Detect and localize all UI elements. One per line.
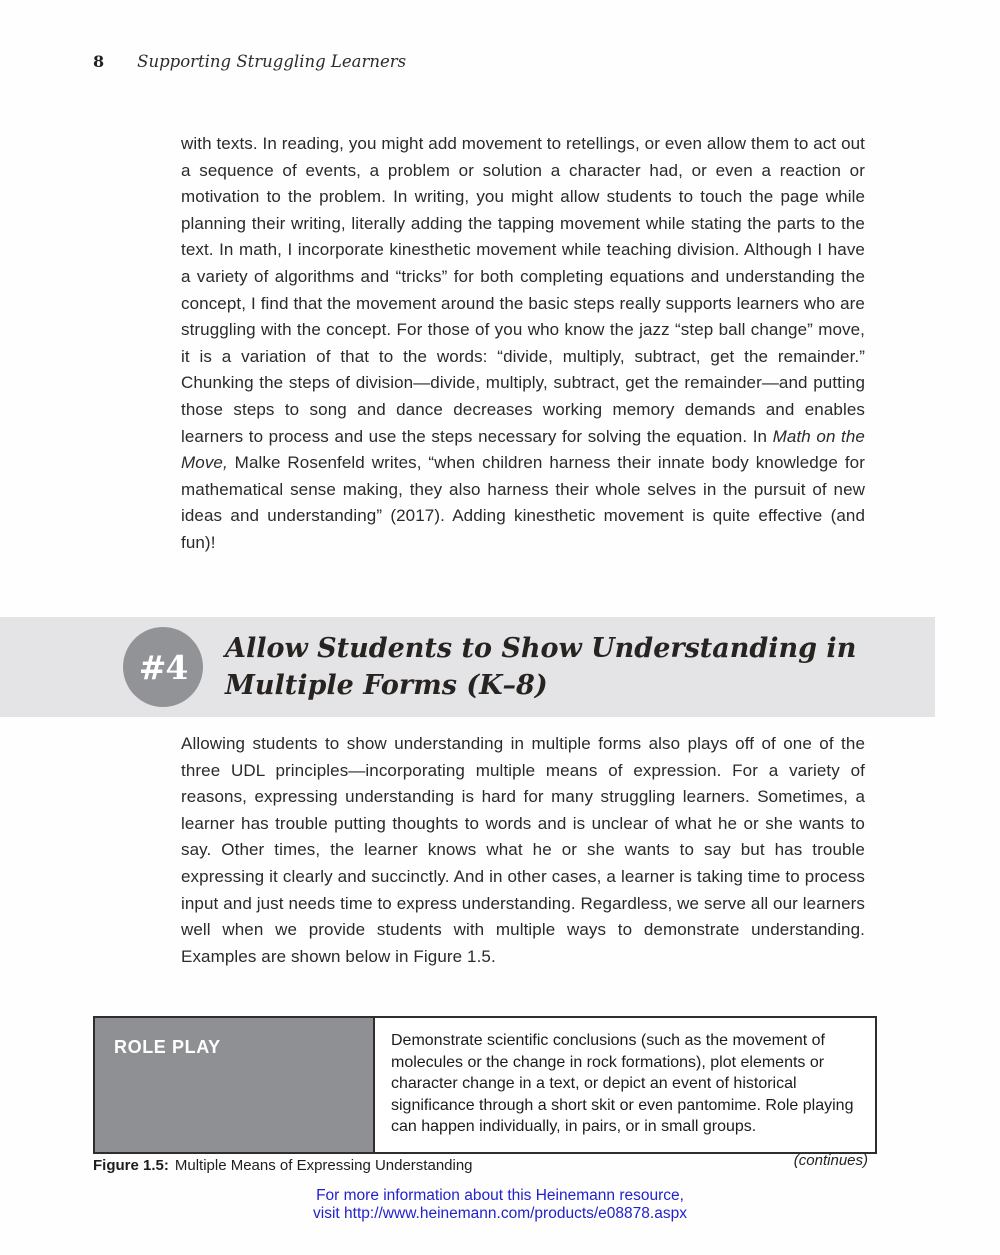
- page-number: 8: [93, 52, 105, 71]
- page-header: [93, 52, 406, 71]
- paragraph1-text-start: with texts. In reading, you might add movement to retellings, or even allow them to act out a sequence of events, a problem or solution a character had, or even a reaction or motivation to the problem. In writing, you might allow students to touch the page while planning their writing, literally adding the tapping movement while stating the parts to the text. In math, I incorporate kinesthetic movement while teaching division. Although I have a variety of algorithms and “tricks” for both completing equations and understanding the concept, I find that the movement around the basic steps really supports learners who are struggling with the concept. For those of you who know the jazz “step ball change” move, it is a variation of that to the words: “divide, multiply, subtract, get the remainder.” Chunking the steps of division—divide, multiply, subtract, get the remainder—and putting those steps to song and dance decreases working memory demands and enables learners to process and use the steps necessary for solving the equation. In: [181, 134, 865, 446]
- footer-link-url[interactable]: visit http://www.heinemann.com/products/e08878.aspx: [313, 1204, 687, 1222]
- paragraph1-text-end: Malke Rosenfeld writes, “when children harness their innate body knowledge for mathematical sense making, they also harness their whole selves in the pursuit of new ideas and understanding” (2017). Adding kinesthetic movement is quite effective (and fun)!: [181, 453, 865, 552]
- figure-1-5-table: [93, 1016, 877, 1154]
- strategy-title: [225, 630, 856, 704]
- running-title: Supporting Struggling Learners: [137, 52, 407, 71]
- figure-caption: [93, 1157, 473, 1174]
- figure-caption-label: Figure 1.5:: [93, 1157, 169, 1174]
- strategy-number-badge: [123, 627, 203, 707]
- paragraph-multiple-forms: Allowing students to show understanding in multiple forms also plays off of one of the three UDL principles—incorporating multiple means of expression. For a variety of reasons, expressing understanding is hard for many struggling learners. Sometimes, a learner has trouble putting thoughts to words and is unclear of what he or she wants to say. Other times, the learner knows what he or she wants to say but has trouble expressing it clearly and succinctly. And in other cases, a learner is taking time to process input and just needs time to express understanding. Regardless, we serve all our learners well when we provide students with multiple ways to demonstrate understanding. Examples are shown below in Figure 1.5.: [181, 734, 865, 966]
- paragraph-kinesthetic-movement: [181, 131, 865, 557]
- heinemann-footer: [0, 1187, 1000, 1222]
- strategy-number-label: #4: [138, 647, 188, 687]
- table-row-description: Demonstrate scientific conclusions (such as the movement of molecules or the change in rock formations), plot elements or character change in a text, or depict an event of historical significance through a short skit or even pantomime. Role playing can happen individually, in pairs, or in small groups.: [391, 1032, 854, 1136]
- table-row-label: ROLE PLAY: [95, 1018, 375, 1152]
- strategy-title-line1: Allow Students to Show Understanding in: [225, 633, 857, 664]
- book-title-math-on-the-move: Math on the Move,: [181, 426, 865, 473]
- footer-info-line: For more information about this Heinemann resource,: [316, 1187, 684, 1204]
- strategy-banner: [0, 617, 935, 717]
- continues-note: (continues): [793, 1152, 868, 1169]
- figure-caption-text: Multiple Means of Expressing Understanding: [174, 1157, 473, 1174]
- strategy-title-line2: Multiple Forms (K–8): [225, 670, 548, 701]
